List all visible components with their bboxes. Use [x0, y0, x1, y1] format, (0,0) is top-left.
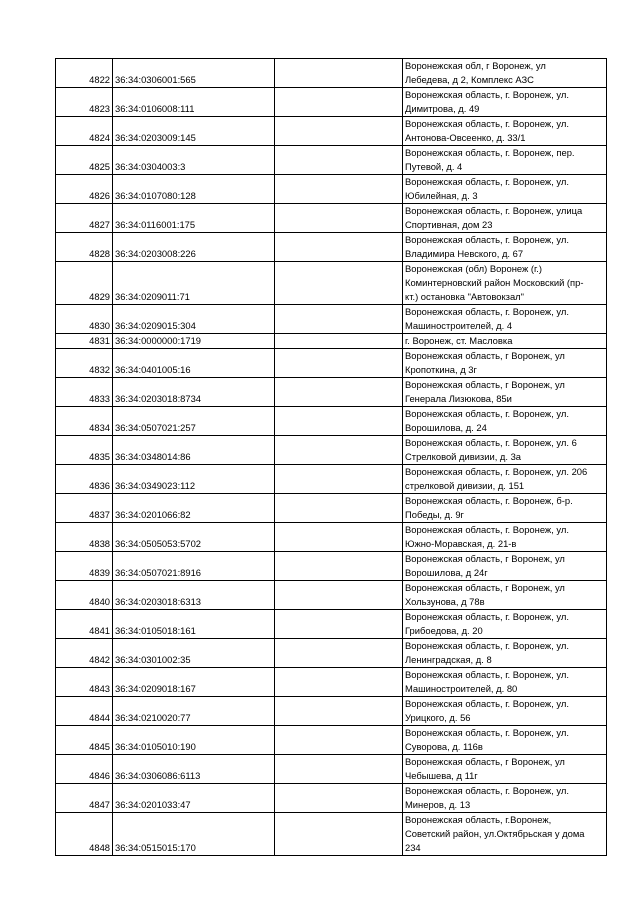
empty-cell	[275, 639, 403, 668]
address-line: Воронежская область, г. Воронеж, ул.	[405, 611, 569, 622]
address-line: Воронежская область, г. Воронеж, ул.	[405, 698, 569, 709]
table-row	[56, 378, 607, 407]
address-cell	[403, 581, 607, 610]
row-number-cell: 4832	[56, 349, 113, 378]
cadastral-number-cell: 36:34:0306001:565	[113, 59, 275, 88]
empty-cell	[275, 117, 403, 146]
address-line: Стрелковой дивизии, д. 3а	[405, 451, 522, 462]
row-number-cell: 4822	[56, 59, 113, 88]
address-line: Чебышева, д 11г	[405, 770, 478, 781]
empty-cell	[275, 465, 403, 494]
cadastral-number-cell: 36:34:0209015:304	[113, 305, 275, 334]
cadastral-number-cell: 36:34:0201033:47	[113, 784, 275, 813]
row-number-cell: 4827	[56, 204, 113, 233]
table-row	[56, 552, 607, 581]
address-line: Путевой, д. 4	[405, 161, 463, 172]
row-number-cell: 4823	[56, 88, 113, 117]
empty-cell	[275, 59, 403, 88]
address-line: Южно-Моравская, д. 21-в	[405, 538, 517, 549]
address-line: Воронежская (обл) Воронеж (г.)	[405, 263, 543, 274]
address-cell	[403, 175, 607, 204]
empty-cell	[275, 407, 403, 436]
address-line: Коминтерновский район Московский (пр-	[405, 277, 584, 288]
cadastral-number-cell: 36:34:0209011:71	[113, 262, 275, 305]
table-row	[56, 581, 607, 610]
address-line: Лебедева, д 2, Комплекс АЗС	[405, 74, 534, 85]
address-cell	[403, 334, 607, 349]
address-cell	[403, 639, 607, 668]
table-row	[56, 407, 607, 436]
address-line: Воронежская обл, г Воронеж, ул	[405, 60, 546, 71]
address-line: Димитрова, д. 49	[405, 103, 480, 114]
row-number-cell: 4831	[56, 334, 113, 349]
table-row	[56, 436, 607, 465]
address-line: стрелковой дивизии, д. 151	[405, 480, 525, 491]
address-line: Воронежская область, г. Воронеж, улица	[405, 205, 583, 216]
row-number-cell: 4841	[56, 610, 113, 639]
empty-cell	[275, 88, 403, 117]
address-line: Воронежская область, г Воронеж, ул	[405, 756, 565, 767]
empty-cell	[275, 146, 403, 175]
row-number-cell: 4848	[56, 813, 113, 856]
table-row	[56, 117, 607, 146]
cadastral-number-cell: 36:34:0348014:86	[113, 436, 275, 465]
empty-cell	[275, 175, 403, 204]
table-row	[56, 465, 607, 494]
cadastral-number-cell: 36:34:0105018:161	[113, 610, 275, 639]
row-number-cell: 4846	[56, 755, 113, 784]
table-row	[56, 262, 607, 305]
row-number-cell: 4836	[56, 465, 113, 494]
address-cell	[403, 146, 607, 175]
cadastral-number-cell: 36:34:0304003:3	[113, 146, 275, 175]
row-number-cell: 4842	[56, 639, 113, 668]
address-line: Хользунова, д 78в	[405, 596, 485, 607]
cadastral-number-cell: 36:34:0306086:6113	[113, 755, 275, 784]
address-line: Воронежская область, г Воронеж, ул	[405, 582, 565, 593]
table-row	[56, 204, 607, 233]
empty-cell	[275, 581, 403, 610]
cadastral-number-cell: 36:34:0000000:1719	[113, 334, 275, 349]
address-cell	[403, 117, 607, 146]
cadastral-number-cell: 36:34:0106008:111	[113, 88, 275, 117]
address-line: Победы, д. 9г	[405, 509, 464, 520]
table-row	[56, 755, 607, 784]
cadastral-number-cell: 36:34:0349023:112	[113, 465, 275, 494]
address-line: Воронежская область, г. Воронеж, б-р.	[405, 495, 573, 506]
address-cell	[403, 262, 607, 305]
row-number-cell: 4828	[56, 233, 113, 262]
address-cell	[403, 59, 607, 88]
row-number-cell: 4840	[56, 581, 113, 610]
address-cell	[403, 407, 607, 436]
address-line: Воронежская область, г Воронеж, ул	[405, 350, 565, 361]
row-number-cell: 4837	[56, 494, 113, 523]
table-row	[56, 668, 607, 697]
table-row	[56, 233, 607, 262]
empty-cell	[275, 813, 403, 856]
address-line: Урицкого, д. 56	[405, 712, 471, 723]
address-line: Машиностроителей, д. 4	[405, 320, 513, 331]
address-cell	[403, 610, 607, 639]
empty-cell	[275, 494, 403, 523]
cadastral-number-cell: 36:34:0507021:8916	[113, 552, 275, 581]
address-line: Воронежская область, г. Воронеж, ул.	[405, 234, 569, 245]
address-line: Воронежская область, г.Воронеж,	[405, 814, 552, 825]
address-line: Воронежская область, г. Воронеж, ул. 206	[405, 466, 588, 477]
address-line: Генерала Лизюкова, 85и	[405, 393, 512, 404]
empty-cell	[275, 784, 403, 813]
cadastral-number-cell: 36:34:0203009:145	[113, 117, 275, 146]
cadastral-number-cell: 36:34:0107080:128	[113, 175, 275, 204]
cadastral-number-cell: 36:34:0401005:16	[113, 349, 275, 378]
empty-cell	[275, 204, 403, 233]
address-line: Минеров, д. 13	[405, 799, 471, 810]
empty-cell	[275, 436, 403, 465]
address-line: Воронежская область, г. Воронеж, пер.	[405, 147, 575, 158]
table-body	[56, 59, 607, 856]
address-line: Воронежская область, г. Воронеж, ул.	[405, 640, 569, 651]
table-row	[56, 146, 607, 175]
empty-cell	[275, 378, 403, 407]
table-row	[56, 59, 607, 88]
table-row	[56, 175, 607, 204]
address-line: Воронежская область, г. Воронеж, ул.	[405, 524, 569, 535]
address-cell	[403, 465, 607, 494]
table-row	[56, 639, 607, 668]
address-line: Воронежская область, г. Воронеж, ул.	[405, 785, 569, 796]
table-row	[56, 697, 607, 726]
empty-cell	[275, 334, 403, 349]
row-number-cell: 4833	[56, 378, 113, 407]
address-line: Грибоедова, д. 20	[405, 625, 483, 636]
cadastral-number-cell: 36:34:0210020:77	[113, 697, 275, 726]
table-row	[56, 305, 607, 334]
cadastral-number-cell: 36:34:0201066:82	[113, 494, 275, 523]
row-number-cell: 4843	[56, 668, 113, 697]
address-line: Воронежская область, г. Воронеж, ул.	[405, 669, 569, 680]
address-line: Машиностроителей, д. 80	[405, 683, 518, 694]
empty-cell	[275, 697, 403, 726]
row-number-cell: 4824	[56, 117, 113, 146]
address-cell	[403, 668, 607, 697]
cadastral-number-cell: 36:34:0505053:5702	[113, 523, 275, 552]
table-row	[56, 610, 607, 639]
table-row	[56, 813, 607, 856]
empty-cell	[275, 262, 403, 305]
address-cell	[403, 88, 607, 117]
address-line: Воронежская область, г. Воронеж, ул.	[405, 176, 569, 187]
empty-cell	[275, 668, 403, 697]
address-cell	[403, 784, 607, 813]
address-cell	[403, 349, 607, 378]
table-row	[56, 334, 607, 349]
address-line: Воронежская область, г. Воронеж, ул.	[405, 408, 569, 419]
address-line: Воронежская область, г. Воронеж, ул.	[405, 727, 569, 738]
address-cell	[403, 204, 607, 233]
row-number-cell: 4845	[56, 726, 113, 755]
address-line: Ворошилова, д 24г	[405, 567, 488, 578]
address-line: Воронежская область, г. Воронеж, ул.	[405, 118, 569, 129]
row-number-cell: 4838	[56, 523, 113, 552]
row-number-cell: 4835	[56, 436, 113, 465]
row-number-cell: 4847	[56, 784, 113, 813]
address-line: Антонова-Овсеенко, д. 33/1	[405, 132, 526, 143]
address-cell	[403, 436, 607, 465]
address-line: Ворошилова, д. 24	[405, 422, 487, 433]
address-cell	[403, 494, 607, 523]
document-page	[55, 58, 586, 856]
address-line: Спортивная, дом 23	[405, 219, 493, 230]
address-cell	[403, 552, 607, 581]
cadastral-number-cell: 36:34:0301002:35	[113, 639, 275, 668]
row-number-cell: 4834	[56, 407, 113, 436]
address-line: Суворова, д. 116в	[405, 741, 483, 752]
empty-cell	[275, 726, 403, 755]
address-line: кт.) остановка "Автовокзал"	[405, 291, 524, 302]
address-line: 234	[405, 842, 421, 853]
address-line: Воронежская область, г. Воронеж, ул.	[405, 306, 569, 317]
address-cell	[403, 755, 607, 784]
table-row	[56, 494, 607, 523]
address-line: Воронежская область, г Воронеж, ул	[405, 553, 565, 564]
empty-cell	[275, 523, 403, 552]
table-row	[56, 88, 607, 117]
row-number-cell: 4830	[56, 305, 113, 334]
cadastral-number-cell: 36:34:0116001:175	[113, 204, 275, 233]
cadastral-number-cell: 36:34:0203008:226	[113, 233, 275, 262]
address-cell	[403, 697, 607, 726]
empty-cell	[275, 610, 403, 639]
empty-cell	[275, 552, 403, 581]
cadastral-number-cell: 36:34:0209018:167	[113, 668, 275, 697]
row-number-cell: 4825	[56, 146, 113, 175]
row-number-cell: 4844	[56, 697, 113, 726]
row-number-cell: 4829	[56, 262, 113, 305]
row-number-cell: 4839	[56, 552, 113, 581]
address-line: г. Воронеж, ст. Масловка	[405, 335, 513, 346]
cadastral-number-cell: 36:34:0515015:170	[113, 813, 275, 856]
empty-cell	[275, 305, 403, 334]
empty-cell	[275, 349, 403, 378]
row-number-cell: 4826	[56, 175, 113, 204]
address-cell	[403, 305, 607, 334]
cadastral-table	[55, 58, 607, 856]
address-cell	[403, 726, 607, 755]
address-line: Ленинградская, д. 8	[405, 654, 492, 665]
cadastral-number-cell: 36:34:0507021:257	[113, 407, 275, 436]
empty-cell	[275, 755, 403, 784]
address-line: Советский район, ул.Октябрьская у дома	[405, 828, 585, 839]
address-cell	[403, 233, 607, 262]
table-row	[56, 784, 607, 813]
address-cell	[403, 813, 607, 856]
address-line: Юбилейная, д. 3	[405, 190, 478, 201]
table-row	[56, 726, 607, 755]
address-line: Воронежская область, г. Воронеж, ул. 6	[405, 437, 577, 448]
empty-cell	[275, 233, 403, 262]
address-cell	[403, 378, 607, 407]
address-line: Владимира Невского, д. 67	[405, 248, 524, 259]
cadastral-number-cell: 36:34:0203018:6313	[113, 581, 275, 610]
table-row	[56, 349, 607, 378]
cadastral-number-cell: 36:34:0203018:8734	[113, 378, 275, 407]
address-line: Воронежская область, г Воронеж, ул	[405, 379, 565, 390]
cadastral-number-cell: 36:34:0105010:190	[113, 726, 275, 755]
address-line: Кропоткина, д 3г	[405, 364, 477, 375]
table-row	[56, 523, 607, 552]
address-cell	[403, 523, 607, 552]
address-line: Воронежская область, г. Воронеж, ул.	[405, 89, 569, 100]
